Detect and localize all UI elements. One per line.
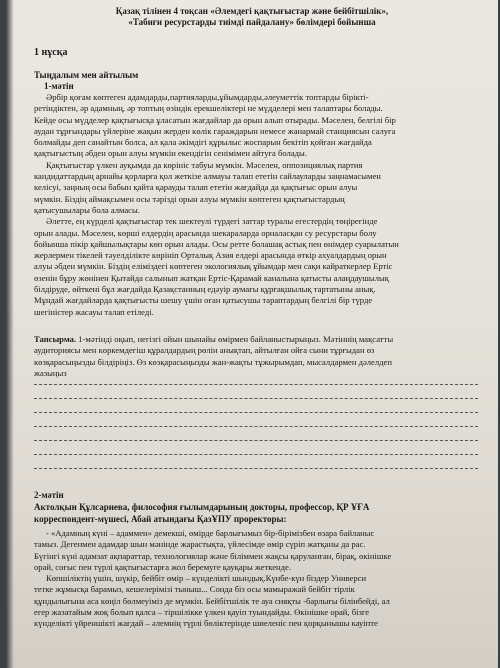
text-line: ретіндіктен, әр адамның, әр топтың өзіндік ерекшеліктері не мүдделері мен талаптары болады. bbox=[34, 103, 383, 114]
page-edge-shadow bbox=[6, 0, 14, 668]
text2-author bbox=[34, 502, 478, 525]
task-line: көзқарасыңызды білдіріңіз. Өз көзқарасыңызды жан-жақты тұжырымдап, мысалдармен дәлелдеп bbox=[34, 356, 392, 367]
task-line: жазыңыз bbox=[34, 367, 67, 378]
answer-line[interactable] bbox=[34, 454, 478, 455]
text-line: тетке жұмысқа барамыз, кешелерімізі тыныш... Сонда біз осы мамыражай бейбіт тірлік bbox=[34, 584, 355, 595]
text-line: - «Адамның күні – адаммен» демекші, өмірде барлығымыз бір-бірімізбен өзара байланыс bbox=[46, 528, 375, 538]
text-line: білдіруде, өйткені бұл жағдайда Қазақстанның едәуір аумағы құрғақшылық тартатыны анық. bbox=[34, 284, 376, 295]
text-line: тамыз. Дегенмен адамдар шын мәнінде жарастықта, үйлесімде өмір сүріп жатқаны да рас. bbox=[34, 539, 366, 550]
text2-body bbox=[34, 528, 478, 630]
text-line: Әлетте, ең күрделі қақтығыстар тек шектеулі түрдегі заттар туралы егестердің төңірегінде bbox=[46, 216, 378, 227]
task-block bbox=[34, 334, 478, 379]
text-line: Әрбір қоғам көптеген адамдарды,партияларды,ұйымдарды,әлеуметтік топтарды біріктi- bbox=[46, 92, 369, 102]
document-title-line-1: Қазақ тілінен 4 тоқсан «Әлемдегі қақтығыстар және бейбітшілік», bbox=[115, 6, 389, 16]
document-title-line-2: «Табиғи ресурстарды тиімді пайдалану» бөлімдері бойынша bbox=[128, 17, 376, 27]
text-line: жерлермен тікелей тәуелділікте көрініп Орталық Азия елдері арасында өткір ахуалдардың орын bbox=[34, 250, 387, 261]
author-line: корреспондент-мүшесі, Абай атындағы ҚазҰПУ проректоры: bbox=[34, 513, 287, 524]
answer-line[interactable] bbox=[34, 384, 478, 385]
text-line: Қақтығыстар үлкен ауқымда да көрініс табуы мүмкін. Мәселен, оппозициялық партия bbox=[46, 159, 363, 170]
text1-label: 1-мәтін bbox=[44, 81, 74, 91]
text-line: алуы әбден мүмкін. Біздің еліміздегі көптеген экологиялық ұйымдар мен сақи кайраткерлер Ертіс bbox=[34, 261, 393, 272]
text-line: орай, соғыс пен түрлі қақтығыстарға жол беремуге қауқары жеткенде. bbox=[34, 561, 291, 572]
text-line: күнделікті үйреншікті жағдай – әлемнің түрлі бөліктеріндe шиеленіс пен қорқынышы кауіпте bbox=[34, 618, 378, 629]
text-line: орын алады. Мәселен, көрші елдердің арасында шекараларда орналасқан су ресурстары болу bbox=[34, 227, 377, 238]
answer-line[interactable] bbox=[34, 426, 478, 427]
task-label: Тапсырма. bbox=[34, 334, 77, 344]
text-line: мүмкін. Біздің аймақсымен осы тәрізді орын алуы мүмкін көптеген қақтығыстардың bbox=[34, 193, 345, 204]
text-line: құндылығына аса көңіл бөлмеуіміз де мүмкін. Бейбітшілік те ауа сияқты -барлығы білінбейді, ал bbox=[34, 595, 390, 606]
task-line: аудиториясы мен көркемдегіш құралдардың рөлін анықтап, айтылған ойға сыни тұрғыдан өз bbox=[34, 345, 375, 356]
text-line: қақтығыстың әбден орын алуы мүмкін екендігін сенімімен айтуға болады. bbox=[34, 148, 307, 159]
text-line: шегіністер жасауы талап етіледі. bbox=[34, 306, 154, 317]
answer-line[interactable] bbox=[34, 468, 478, 469]
text-line: бойынша пікір қайшылықтары көп орын алады. Осы ретте болашақ астық пен өнімдер суарылатын bbox=[34, 238, 399, 249]
text-line: Көпшіліктің үшін, шүкір, бейбіт өмір – күнделікті шындық.Күнбе-күн біздер Универси bbox=[46, 573, 367, 584]
variant-heading: 1 нұсқа bbox=[34, 47, 68, 58]
text-line: өзенін бұру жөнінен Қытайда салынып жатқан Ертіс-Қарамай каналына қатысты алаңдаушылық bbox=[34, 272, 389, 283]
text2-label: 2-мәтін bbox=[34, 490, 64, 500]
listening-heading: Тыңдалым мен айтылым bbox=[34, 70, 139, 80]
text1-body bbox=[34, 92, 478, 318]
text-line: келісуі, заңның осы бабын қайта қарауды талап ететін жағдайда да қақтығыс орын алуы bbox=[34, 182, 358, 193]
text-line: қатысушылары бола алмасы. bbox=[34, 204, 140, 215]
text-line: Мұндай жағдайларда қақтығысты шешу үшін оған қатысушы тараптардың белгілі бір түрде bbox=[34, 295, 373, 306]
text-line: Бүгінгі күні адамзат ақпараттар, технологиялар және біліммен жақсы қаруланған, бірақ, өкінішке bbox=[34, 550, 392, 561]
task-text: 1-мәтінді оқып, негізгі ойын шынайы өмірмен байланыстырыңыз. Мәтіннің мақсатты bbox=[78, 334, 394, 344]
text-line: кандидаттардың арнайы қорларға қол жеткізе алмауы талап ететін сайлауларды заңнамасымен bbox=[34, 171, 381, 182]
text-line: аудан тұрғындары үйлеріне жақын жерден көлік гараждарын немесе жанармай станциясын салуға bbox=[34, 125, 396, 136]
answer-line[interactable] bbox=[34, 440, 478, 441]
author-line: Актолқын Құлсариева, философия ғылымдарының докторы, профессор, ҚР ҰҒА bbox=[34, 502, 370, 512]
text-line: Кейде осы мүдделер қақтығысқа ұласатын жағдайлар да орын алып отырады. Мәселен, белгілі бір bbox=[34, 114, 396, 125]
worksheet-page bbox=[6, 0, 498, 668]
text-line: егер жазатайым жоқ болып қалса – тіршілікке үлкен қауіп туындайды. Өкінішке орай, бізге bbox=[34, 607, 370, 618]
answer-line[interactable] bbox=[34, 398, 478, 399]
answer-line[interactable] bbox=[34, 412, 478, 413]
text-line: болмайды деп санайтын болса, ал қала әкімдігі құрылыс жоспарын бекітіп қойған жағдайда bbox=[34, 137, 372, 148]
